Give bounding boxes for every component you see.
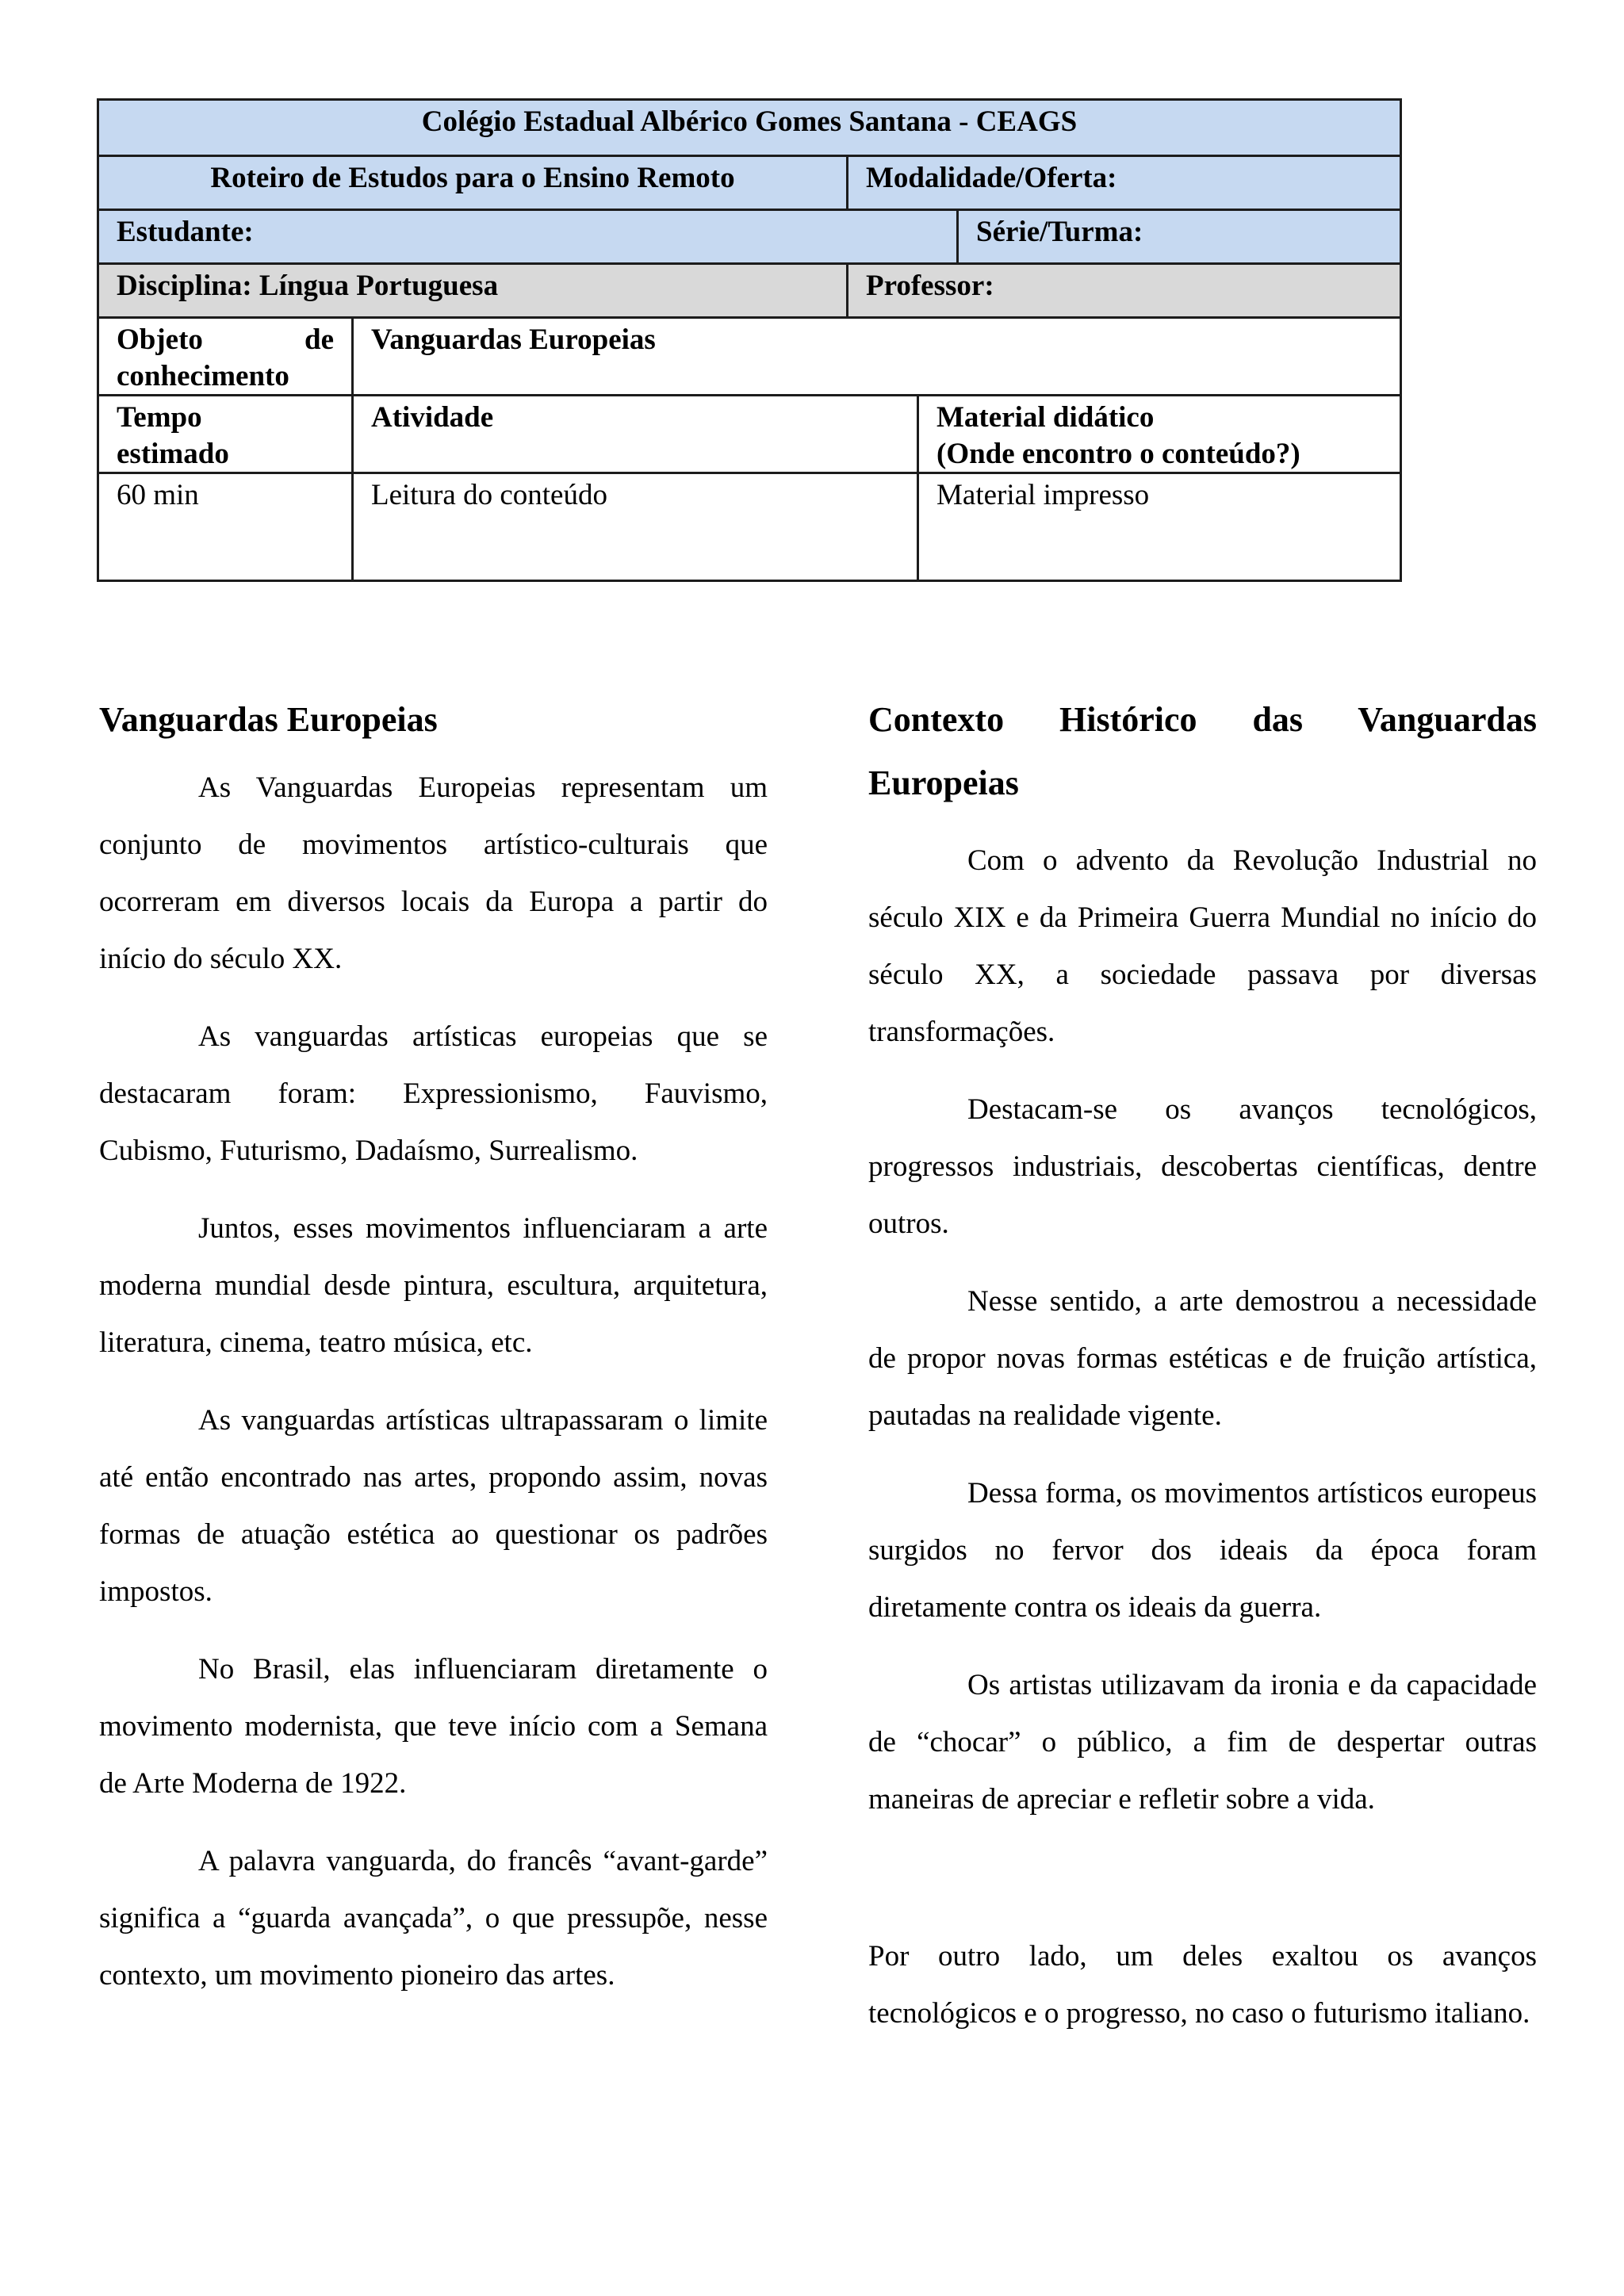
right-paragraph: Destacam-se os avanços tecnológicos, progressos industriais, descobertas científicas, dentre outros.	[868, 1093, 1537, 1240]
objeto-label	[99, 319, 351, 394]
left-column-title: Vanguardas Europeias	[99, 700, 438, 739]
disciplina: Disciplina: Língua Portuguesa	[117, 270, 499, 302]
professor-label: Professor:	[846, 265, 1400, 316]
right-final-paragraph: Por outro lado, um deles exaltou os avanços tecnológicos e o progresso, no caso o futurismo italiano.	[868, 1940, 1537, 2030]
left-paragraph: No Brasil, elas influenciaram diretamente o movimento modernista, que teve início com a Semana de Arte Moderna de 1922.	[99, 1653, 768, 1800]
school-name: Colégio Estadual Albérico Gomes Santana - CEAGS	[421, 105, 1078, 138]
columns-header-row	[99, 394, 1400, 472]
atividade-value: Leitura do conteúdo	[351, 474, 917, 580]
objeto-row	[99, 316, 1400, 394]
left-paragraph: As vanguardas artísticas ultrapassaram o limite até então encontrado nas artes, propondo assim, novas formas de atuação estética ao questionar os padrões impostos.	[99, 1404, 768, 1608]
objeto-label-word: Objeto	[117, 323, 203, 356]
left-paragraph: As Vanguardas Europeias representam um conjunto de movimentos artístico-culturais que ocorreram em diversos locais da Europa a partir do início do século XX.	[99, 771, 768, 975]
left-paragraph: As vanguardas artísticas europeias que se destacaram foram: Expressionismo, Fauvismo, Cubismo, Futurismo, Dadaísmo, Surrealismo.	[99, 1020, 768, 1167]
objeto-label-de: de	[304, 323, 334, 356]
right-paragraph: Os artistas utilizavam da ironia e da capacidade de “chocar” o público, a fim de despertar outras maneiras de apreciar e refletir sobre a vida.	[868, 1669, 1537, 1816]
serie-label: Série/Turma:	[956, 211, 1400, 262]
left-column	[99, 688, 768, 2025]
right-paragraph: Dessa forma, os movimentos artísticos europeus surgidos no fervor dos ideais da época foram diretamente contra os ideais da guerra.	[868, 1477, 1537, 1624]
school-row	[99, 101, 1400, 155]
right-paragraph: Nesse sentido, a arte demostrou a necessidade de propor novas formas estéticas e de fruição artística, pautadas na realidade vigente.	[868, 1285, 1537, 1432]
left-paragraph: A palavra vanguarda, do francês “avant-garde” significa a “guarda avançada”, o que pressupõe, nesse contexto, um movimento pioneiro das artes.	[99, 1845, 768, 1992]
activity-row	[99, 472, 1400, 580]
material-value: Material impresso	[917, 474, 1400, 580]
roteiro-title: Roteiro de Estudos para o Ensino Remoto	[210, 162, 735, 194]
estudante-row	[99, 209, 1400, 262]
material-label: Material didático (Onde encontro o conteúdo?)	[917, 396, 1400, 472]
tempo-label: Tempo estimado	[117, 401, 229, 470]
tempo-value: 60 min	[117, 479, 199, 511]
right-column	[868, 688, 1537, 2063]
modalidade-label: Modalidade/Oferta:	[846, 157, 1400, 209]
atividade-label: Atividade	[351, 396, 917, 472]
paragraph-gap	[868, 1849, 1537, 1928]
disciplina-row	[99, 262, 1400, 316]
right-paragraph: Com o advento da Revolução Industrial no século XIX e da Primeira Guerra Mundial no início do século XX, a sociedade passava por diversas transformações.	[868, 844, 1537, 1048]
header-table	[97, 98, 1402, 582]
left-paragraph: Juntos, esses movimentos influenciaram a arte moderna mundial desde pintura, escultura, arquitetura, literatura, cinema, teatro música, etc.	[99, 1212, 768, 1359]
roteiro-row	[99, 155, 1400, 209]
estudante-label: Estudante:	[117, 216, 254, 248]
right-column-title: Contexto Histórico das Vanguardas Europeias	[868, 700, 1537, 802]
objeto-value: Vanguardas Europeias	[351, 319, 1400, 394]
objeto-label-conhecimento: conhecimento	[117, 360, 289, 392]
